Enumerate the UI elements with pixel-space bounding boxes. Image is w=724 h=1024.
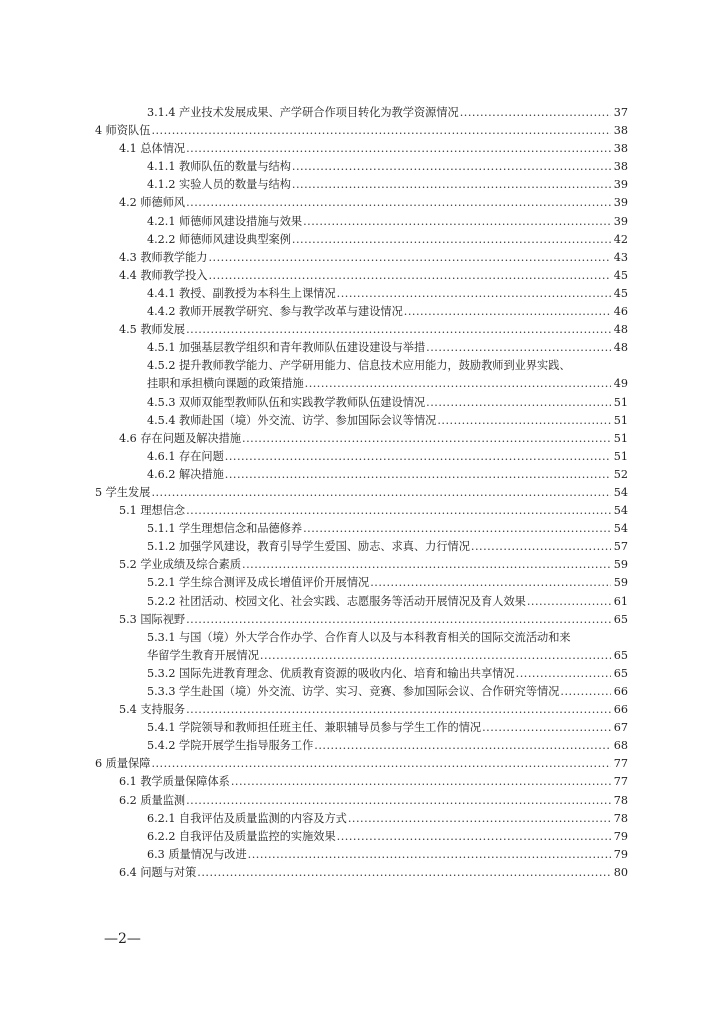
toc-entry[interactable] bbox=[92, 773, 628, 791]
toc-leader-dots bbox=[186, 140, 611, 158]
toc-entry-label: 5.3.2 国际先进教育理念、优质教育资源的吸收内化、培育和输出共享情况 bbox=[147, 666, 515, 680]
toc-entry-label: 6.2 质量监测 bbox=[119, 793, 186, 807]
toc-entry[interactable] bbox=[92, 593, 628, 611]
toc-entry-label: 华留学生教育开展情况 bbox=[147, 648, 259, 662]
toc-entry[interactable] bbox=[92, 810, 628, 828]
toc-leader-dots bbox=[370, 574, 611, 592]
toc-leader-dots bbox=[348, 810, 611, 828]
toc-leader-dots bbox=[527, 593, 611, 611]
toc-entry-page: 43 bbox=[613, 250, 628, 264]
toc-entry-page: 51 bbox=[613, 395, 628, 409]
toc-leader-dots bbox=[208, 249, 611, 267]
toc-leader-dots bbox=[292, 231, 611, 249]
toc-entry-page: 77 bbox=[613, 757, 628, 771]
toc-entry-page: 79 bbox=[613, 847, 628, 861]
toc-entry[interactable] bbox=[92, 538, 628, 556]
toc-entry-label: 4.5 教师发展 bbox=[119, 323, 186, 337]
toc-entry[interactable] bbox=[92, 755, 628, 773]
toc-entry[interactable] bbox=[92, 520, 628, 538]
toc-entry[interactable] bbox=[92, 502, 628, 520]
toc-entry-page: 54 bbox=[613, 504, 628, 518]
toc-entry[interactable] bbox=[92, 719, 628, 737]
toc-leader-dots bbox=[231, 773, 611, 791]
toc-entry-page: 80 bbox=[613, 865, 628, 879]
toc-entry-page: 39 bbox=[613, 214, 628, 228]
toc-entry[interactable] bbox=[92, 176, 628, 194]
toc-leader-dots bbox=[186, 194, 611, 212]
toc-leader-dots bbox=[186, 792, 611, 810]
toc-entry-label: 5.1.1 学生理想信念和品德修养 bbox=[147, 522, 303, 536]
toc-entry-page: 66 bbox=[613, 685, 628, 698]
toc-entry-label: 6.3 质量情况与改进 bbox=[147, 847, 247, 861]
toc-entry-label: 4.2.1 师德师风建设措施与效果 bbox=[147, 214, 303, 228]
toc-entry[interactable] bbox=[92, 484, 628, 502]
toc-entry[interactable] bbox=[92, 846, 628, 864]
toc-leader-dots bbox=[460, 104, 611, 122]
toc-leader-dots bbox=[426, 339, 611, 357]
toc-entry-label: 6.2.1 自我评估及质量监测的内容及方式 bbox=[147, 811, 347, 825]
toc-entry-label: 4.5.2 提升教师教学能力、产学研用能力、信息技术应用能力，鼓励教师到业界实践、 bbox=[147, 359, 571, 373]
toc-entry-page: 65 bbox=[613, 648, 628, 662]
toc-entry[interactable] bbox=[92, 792, 628, 810]
toc-entry[interactable] bbox=[92, 828, 628, 846]
toc-entry-page: 57 bbox=[613, 540, 628, 554]
toc-leader-dots bbox=[151, 122, 611, 140]
toc-entry-label: 5.3.3 学生赴国（境）外交流、访学、实习、竞赛、参加国际会议、合作研究等情况 bbox=[147, 685, 560, 698]
toc-leader-dots bbox=[197, 864, 611, 882]
toc-entry-label: 4.5.4 教师赴国（境）外交流、访学、参加国际会议等情况 bbox=[147, 413, 437, 427]
toc-entry-label: 4.2 师德师风 bbox=[119, 196, 186, 210]
toc-leader-dots bbox=[516, 665, 611, 683]
toc-entry[interactable] bbox=[92, 394, 628, 412]
toc-entry-page: 48 bbox=[613, 323, 628, 337]
toc-entry[interactable] bbox=[92, 321, 628, 339]
toc-entry-label: 5.2 学业成绩及综合素质 bbox=[119, 558, 242, 572]
toc-entry-label: 挂职和承担横向课题的政策措施 bbox=[147, 377, 304, 391]
toc-entry-page: 51 bbox=[613, 413, 628, 427]
toc-entry-page: 65 bbox=[613, 666, 628, 680]
toc-leader-dots bbox=[186, 321, 611, 339]
toc-leader-dots bbox=[242, 430, 611, 448]
toc-entry-label: 4.6.1 存在问题 bbox=[147, 449, 224, 463]
toc-entry-label: 6.4 问题与对策 bbox=[119, 865, 197, 879]
toc-entry-page: 51 bbox=[613, 449, 628, 463]
toc-entry-page: 65 bbox=[613, 612, 628, 626]
toc-entry[interactable] bbox=[92, 249, 628, 267]
toc-entry[interactable] bbox=[92, 231, 628, 249]
toc-entry[interactable] bbox=[92, 375, 628, 393]
toc-entry-page: 38 bbox=[613, 160, 628, 174]
toc-entry-label: 4 师资队伍 bbox=[95, 124, 151, 138]
toc-leader-dots bbox=[404, 303, 611, 321]
toc-entry-page: 78 bbox=[613, 811, 628, 825]
toc-entry-label: 5.3 国际视野 bbox=[119, 612, 186, 626]
toc-leader-dots bbox=[151, 755, 611, 773]
toc-entry[interactable] bbox=[92, 701, 628, 719]
toc-entry[interactable] bbox=[92, 430, 628, 448]
toc-entry[interactable] bbox=[92, 574, 628, 592]
toc-entry[interactable] bbox=[92, 466, 628, 484]
toc-leader-dots bbox=[303, 520, 611, 538]
toc-entry-label: 6.1 教学质量保障体系 bbox=[119, 775, 230, 789]
toc-entry-label: 5.4 支持服务 bbox=[119, 703, 186, 717]
toc-entry-label: 5.4.1 学院领导和教师担任班主任、兼职辅导员参与学生工作的情况 bbox=[147, 721, 482, 735]
toc-entry-page: 38 bbox=[613, 142, 628, 156]
toc-entry-label: 4.1.1 教师队伍的数量与结构 bbox=[147, 160, 291, 174]
toc-entry-page: 52 bbox=[613, 467, 628, 481]
toc-leader-dots bbox=[337, 285, 611, 303]
toc-entry-label: 5.3.1 与国（境）外大学合作办学、合作育人以及与本科教育相关的国际交流活动和来 bbox=[147, 630, 571, 644]
toc-leader-dots bbox=[292, 158, 611, 176]
toc-entry-label: 4.5.1 加强基层教学组织和青年教师队伍建设建设与举措 bbox=[147, 341, 426, 355]
toc-entry[interactable] bbox=[92, 357, 628, 375]
toc-entry-label: 4.1 总体情况 bbox=[119, 142, 186, 156]
toc-entry[interactable] bbox=[92, 647, 628, 665]
toc-entry[interactable] bbox=[92, 104, 628, 122]
toc-entry-label: 5 学生发展 bbox=[95, 485, 151, 499]
toc-entry-label: 4.6 存在问题及解决措施 bbox=[119, 431, 242, 445]
toc-leader-dots bbox=[225, 466, 611, 484]
toc-entry-label: 4.4.2 教师开展教学研究、参与教学改革与建设情况 bbox=[147, 305, 403, 319]
toc-entry[interactable] bbox=[92, 194, 628, 212]
toc-entry[interactable] bbox=[92, 448, 628, 466]
toc-entry[interactable] bbox=[92, 412, 628, 430]
toc-entry[interactable] bbox=[92, 629, 628, 647]
toc-leader-dots bbox=[482, 719, 611, 737]
toc-entry-page: 59 bbox=[613, 576, 628, 590]
toc-leader-dots bbox=[151, 484, 611, 502]
toc-entry[interactable] bbox=[92, 683, 628, 701]
toc-entry-page: 46 bbox=[613, 305, 628, 319]
toc-leader-dots bbox=[337, 828, 611, 846]
toc-leader-dots bbox=[437, 412, 611, 430]
toc-entry-label: 6.2.2 自我评估及质量监控的实施效果 bbox=[147, 829, 336, 843]
toc-entry-label: 5.2.2 社团活动、校园文化、社会实践、志愿服务等活动开展情况及育人效果 bbox=[147, 594, 526, 608]
toc-entry-label: 4.5.3 双师双能型教师队伍和实践教学教师队伍建设情况 bbox=[147, 395, 426, 409]
toc-leader-dots bbox=[186, 701, 611, 719]
toc-leader-dots bbox=[186, 611, 611, 629]
toc-entry-page: 66 bbox=[613, 703, 628, 717]
toc-leader-dots bbox=[208, 267, 611, 285]
toc-entry[interactable] bbox=[92, 158, 628, 176]
toc-entry-page: 39 bbox=[613, 178, 628, 192]
toc-leader-dots bbox=[186, 502, 611, 520]
toc-entry[interactable] bbox=[92, 611, 628, 629]
toc-entry-label: 5.2.1 学生综合测评及成长增值评价开展情况 bbox=[147, 576, 370, 590]
toc-leader-dots bbox=[242, 556, 611, 574]
page-number: —2— bbox=[104, 931, 141, 947]
toc-entry-page: 54 bbox=[613, 485, 628, 499]
toc-entry[interactable] bbox=[92, 267, 628, 285]
toc-leader-dots bbox=[314, 737, 611, 755]
toc-entry-label: 4.2.2 师德师风建设典型案例 bbox=[147, 232, 291, 246]
toc-entry[interactable] bbox=[92, 556, 628, 574]
toc-leader-dots bbox=[248, 846, 611, 864]
toc-leader-dots bbox=[260, 647, 611, 665]
toc-entry-page: 37 bbox=[613, 106, 628, 119]
toc-entry[interactable] bbox=[92, 665, 628, 683]
toc-entry-page: 54 bbox=[613, 522, 628, 536]
toc-leader-dots bbox=[471, 538, 611, 556]
toc-entry[interactable] bbox=[92, 737, 628, 755]
toc-entry-label: 5.1.2 加强学风建设，教育引导学生爱国、励志、求真、力行情况 bbox=[147, 540, 470, 554]
toc-entry-label: 4.3 教师教学能力 bbox=[119, 250, 208, 264]
toc-entry-label: 4.4 教师教学投入 bbox=[119, 268, 208, 282]
toc-entry-page: 67 bbox=[613, 721, 628, 735]
toc-leader-dots bbox=[225, 448, 611, 466]
toc-leader-dots bbox=[292, 176, 611, 194]
toc-entry-page: 68 bbox=[613, 739, 628, 753]
toc-entry[interactable] bbox=[92, 864, 628, 882]
toc-entry-page: 38 bbox=[613, 124, 628, 138]
toc-entry-page: 42 bbox=[613, 232, 628, 246]
toc-leader-dots bbox=[303, 213, 611, 231]
toc-leader-dots bbox=[560, 683, 611, 701]
toc-entry-label: 5.1 理想信念 bbox=[119, 504, 186, 518]
toc-entry-page: 77 bbox=[613, 775, 628, 789]
toc-entry-page: 48 bbox=[613, 341, 628, 355]
toc-entry-page: 61 bbox=[613, 594, 628, 608]
toc-entry-page: 59 bbox=[613, 558, 628, 572]
toc-entry-page: 45 bbox=[613, 268, 628, 282]
toc-entry-label: 4.4.1 教授、副教授为本科生上课情况 bbox=[147, 286, 336, 300]
toc-entry-label: 3.1.4 产业技术发展成果、产学研合作项目转化为教学资源情况 bbox=[147, 106, 459, 119]
toc-leader-dots bbox=[426, 394, 611, 412]
toc-entry[interactable] bbox=[92, 285, 628, 303]
toc-entry-page: 79 bbox=[613, 829, 628, 843]
toc-entry-label: 4.1.2 实验人员的数量与结构 bbox=[147, 178, 291, 192]
toc-entry[interactable] bbox=[92, 213, 628, 231]
toc-entry-label: 6 质量保障 bbox=[95, 757, 151, 771]
toc-entry[interactable] bbox=[92, 122, 628, 140]
toc-entry-label: 4.6.2 解决措施 bbox=[147, 467, 224, 481]
toc-entry-page: 51 bbox=[613, 431, 628, 445]
toc-leader-dots bbox=[305, 375, 611, 393]
toc-entry-page: 39 bbox=[613, 196, 628, 210]
toc-entry[interactable] bbox=[92, 140, 628, 158]
toc-entry-label: 5.4.2 学院开展学生指导服务工作 bbox=[147, 739, 314, 753]
toc-entry[interactable] bbox=[92, 303, 628, 321]
toc-entry-page: 49 bbox=[613, 377, 628, 391]
table-of-contents bbox=[92, 104, 628, 882]
toc-entry[interactable] bbox=[92, 339, 628, 357]
toc-entry-page: 45 bbox=[613, 286, 628, 300]
toc-entry-page: 78 bbox=[613, 793, 628, 807]
